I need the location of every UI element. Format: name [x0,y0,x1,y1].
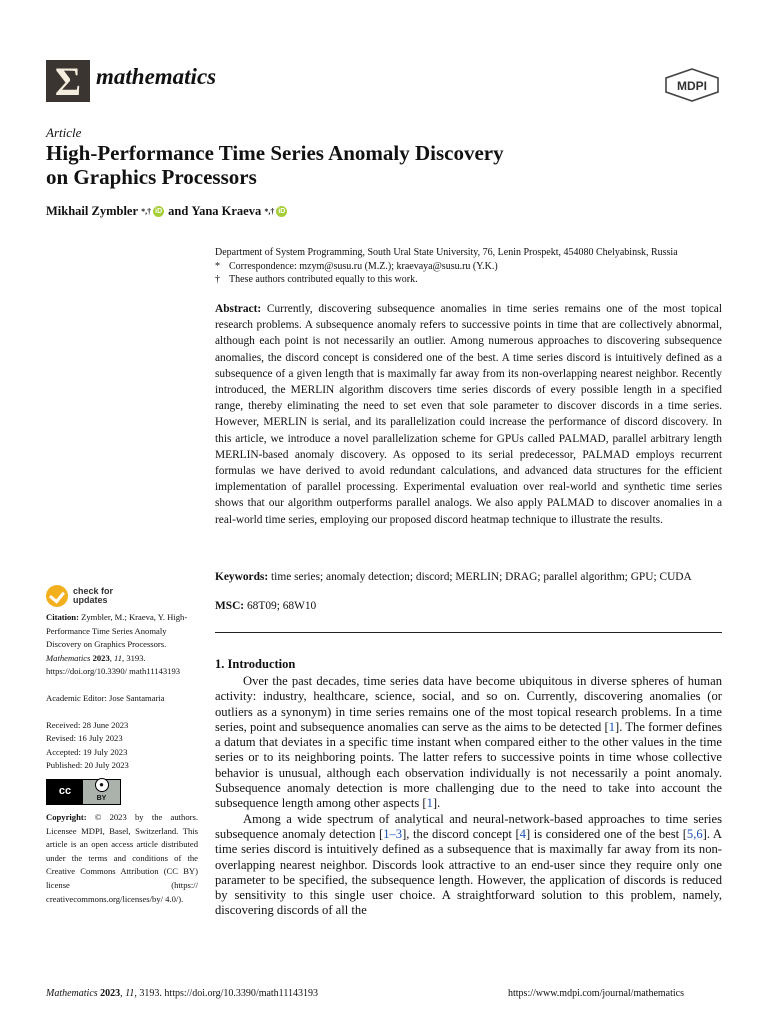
date-received: Received: 28 June 2023 [46,719,129,730]
cc-by-license-badge[interactable] [46,779,121,805]
footer-citation: Mathematics 2023, 11, 3193. https://doi.org/10.3390/math11143193 [46,988,318,999]
article-type: Article [46,125,82,140]
affiliation-dept: Department of System Programming, South Ural State University, 76, Lenin Prospekt, 454080 Chelyabinsk, Russia [215,247,678,258]
author-name[interactable]: Mikhail Zymbler [46,204,139,218]
keywords-label: Keywords: [215,571,269,583]
affiliations [215,246,725,287]
footer-year: 2023 [100,988,121,999]
mdpi-logo[interactable] [664,68,720,102]
copyright-label: Copyright: [46,811,87,822]
author-name[interactable]: Yana Kraeva [191,204,262,218]
copyright [46,811,198,906]
abstract-label: Abstract: [215,303,262,315]
citation-link[interactable]: 4 [519,826,526,841]
citation: Citation: Zymbler, M.; Kraeva, Y. High-Performance Time Series Anomaly Discovery on Graphics Processors. Mathematics 2023, 11, 3193. https://doi.org/10.3390/ math11143193 [46,612,188,677]
paragraph: Among a wide spectrum of analytical and neural-network-based approaches to time series subsequence anomaly detection [1–3], the discord concept [4] is considered one of the best [5,6]. A time series discord is intuitively defined as a subsequence that is maximally far away from its non-overlapping nearest neighbor. Discords look attractive to an end-user since they require only one parameter to be specified, the subsequence length. However, the application of discords is reduced by sensitivity to this single user choice. A straightforward solution to this problem, namely, discovering discords of all the [215,811,723,918]
section-heading: 1. Introduction [215,657,296,671]
equal-contrib-mark: † [215,274,220,285]
section-divider [215,632,722,633]
author-marks: *,† [141,207,152,216]
date-accepted: Accepted: 19 July 2023 [46,746,128,757]
citation-journal: Mathematics [46,652,91,663]
paper-title [46,141,646,189]
citation-link[interactable]: 1 [608,719,616,734]
msc-label: MSC: [215,600,245,612]
orcid-icon[interactable]: iD [155,208,163,215]
title-line-2: on Graphics Processors [46,165,257,189]
keywords [215,569,722,585]
author-marks: *,† [264,207,275,216]
correspondence-mark: * [215,260,220,272]
citation-label: Citation: [46,612,79,622]
check-updates-line2: updates [73,595,108,605]
footer-volume: 11 [125,988,135,999]
date-revised: Revised: 16 July 2023 [46,733,123,744]
check-for-updates-button[interactable] [46,584,156,608]
abstract-text: Currently, discovering subsequence anomalies in time series remains one of the most topical research problems. A subsequence anomaly refers to successive points in time that are collectively abnormal, although each point is not necessarily an outlier. Among numerous approaches to discovering subsequence anomalies, the discord concept is considered one of the best. A time series discord is intuitively defined as a subsequence of a given length that is maximally far away from its non-overlapping nearest neighbor. Recently introduced, the MERLIN algorithm discovers time series discords of every possible length in a specified range, thereby eliminating the need to set even that sole parameter to discover discords in a time series. However, MERLIN is serial, and its parallelization could increase the performance of discord discovery. In this article, we introduce a novel parallelization scheme for GPUs called PALMAD, parallel arbitrary length MERLIN-based anomaly discovery. As opposed to its serial predecessor, PALMAD employs recurrent formulas we have derived to avoid redundant calculations, and advanced data structures for the efficient implementation of parallel processing. Experimental evaluation over real-world and synthetic time series shows that our algorithm outperforms parallel analogs. We also apply PALMAD to discover anomalies in a real-world time series, employing our proposed discord heatmap technique to illustrate the results. [215,303,722,526]
footer-journal-url[interactable]: https://www.mdpi.com/journal/mathematics [508,988,684,999]
citation-text: Zymbler, M.; Kraeva, Y. High-Performance Time Series Anomaly Discovery on Graphics Processors. [46,612,188,650]
journal-name: mathematics [96,64,217,89]
equal-contrib-line [215,273,725,287]
author-list [46,204,291,219]
citation-volume: 11 [114,652,123,663]
citation-link[interactable]: 1–3 [383,826,403,841]
check-updates-line1: check for [73,585,114,596]
body-text [215,674,722,919]
citation-doi[interactable]: , 3193. https://doi.org/10.3390/ math11143193 [46,652,181,677]
author-conjunction: and [168,204,189,218]
academic-editor: Academic Editor: Jose Santamaria [46,692,165,703]
check-icon [46,585,68,607]
citation-link[interactable]: 1 [426,796,433,811]
orcid-icon[interactable]: iD [278,208,286,215]
abstract [215,301,722,528]
journal-logo [46,60,90,102]
cc-by-label: BY [96,795,107,803]
date-published: Published: 20 July 2023 [46,760,129,771]
msc [215,600,722,612]
title-line-1: High-Performance Time Series Anomaly Discovery [46,141,504,165]
correspondence-text: Correspondence: mzym@susu.ru (M.Z.); kraevaya@susu.ru (Y.K.) [229,260,498,272]
copyright-text: © 2023 by the authors. Licensee MDPI, Basel, Switzerland. This article is an open access article distributed under the terms and conditions of the Creative Commons Attribution (CC BY) license (https:// creativecommons.org/licenses/by/ 4.0/). [46,811,198,904]
citation-link[interactable]: 5,6 [686,826,703,841]
citation-year: 2023 [92,652,110,663]
sigma-icon: Σ [54,58,82,104]
paragraph: Over the past decades, time series data have become ubiquitous in diverse spheres of human activity: industry, healthcare, science, social, and so on. Currently, discovering anomalies (or outliers as a synonym) in time series remains one of the most topical research problems. In a time series, point and subsequence anomalies can serve as the aims to be detected [1]. The former defines a datum that deviates in a specific time instant when compared either to the other values in the time series or to its neighboring points. The latter refers to successive points in time whose collective behavior is unusual, although each observation individually is not necessarily a point anomaly. Subsequence anomaly detection is more challenging due to the need to take into account the subsequence length among other aspects [1]. [215,674,722,811]
msc-text: 68T09; 68W10 [246,600,317,612]
cc-icon: cc [47,780,83,804]
keywords-text: time series; anomaly detection; discord; MERLIN; DRAG; parallel algorithm; GPU; CUDA [271,571,692,583]
attribution-icon: ● [95,778,109,792]
mdpi-logo-text: MDPI [677,79,707,93]
footer-journal: Mathematics [46,988,98,999]
sidebar [46,611,198,906]
correspondence-line [215,260,725,274]
equal-contrib-text: These authors contributed equally to this work. [229,274,418,285]
footer-doi[interactable]: , 3193. https://doi.org/10.3390/math11143193 [134,988,318,999]
